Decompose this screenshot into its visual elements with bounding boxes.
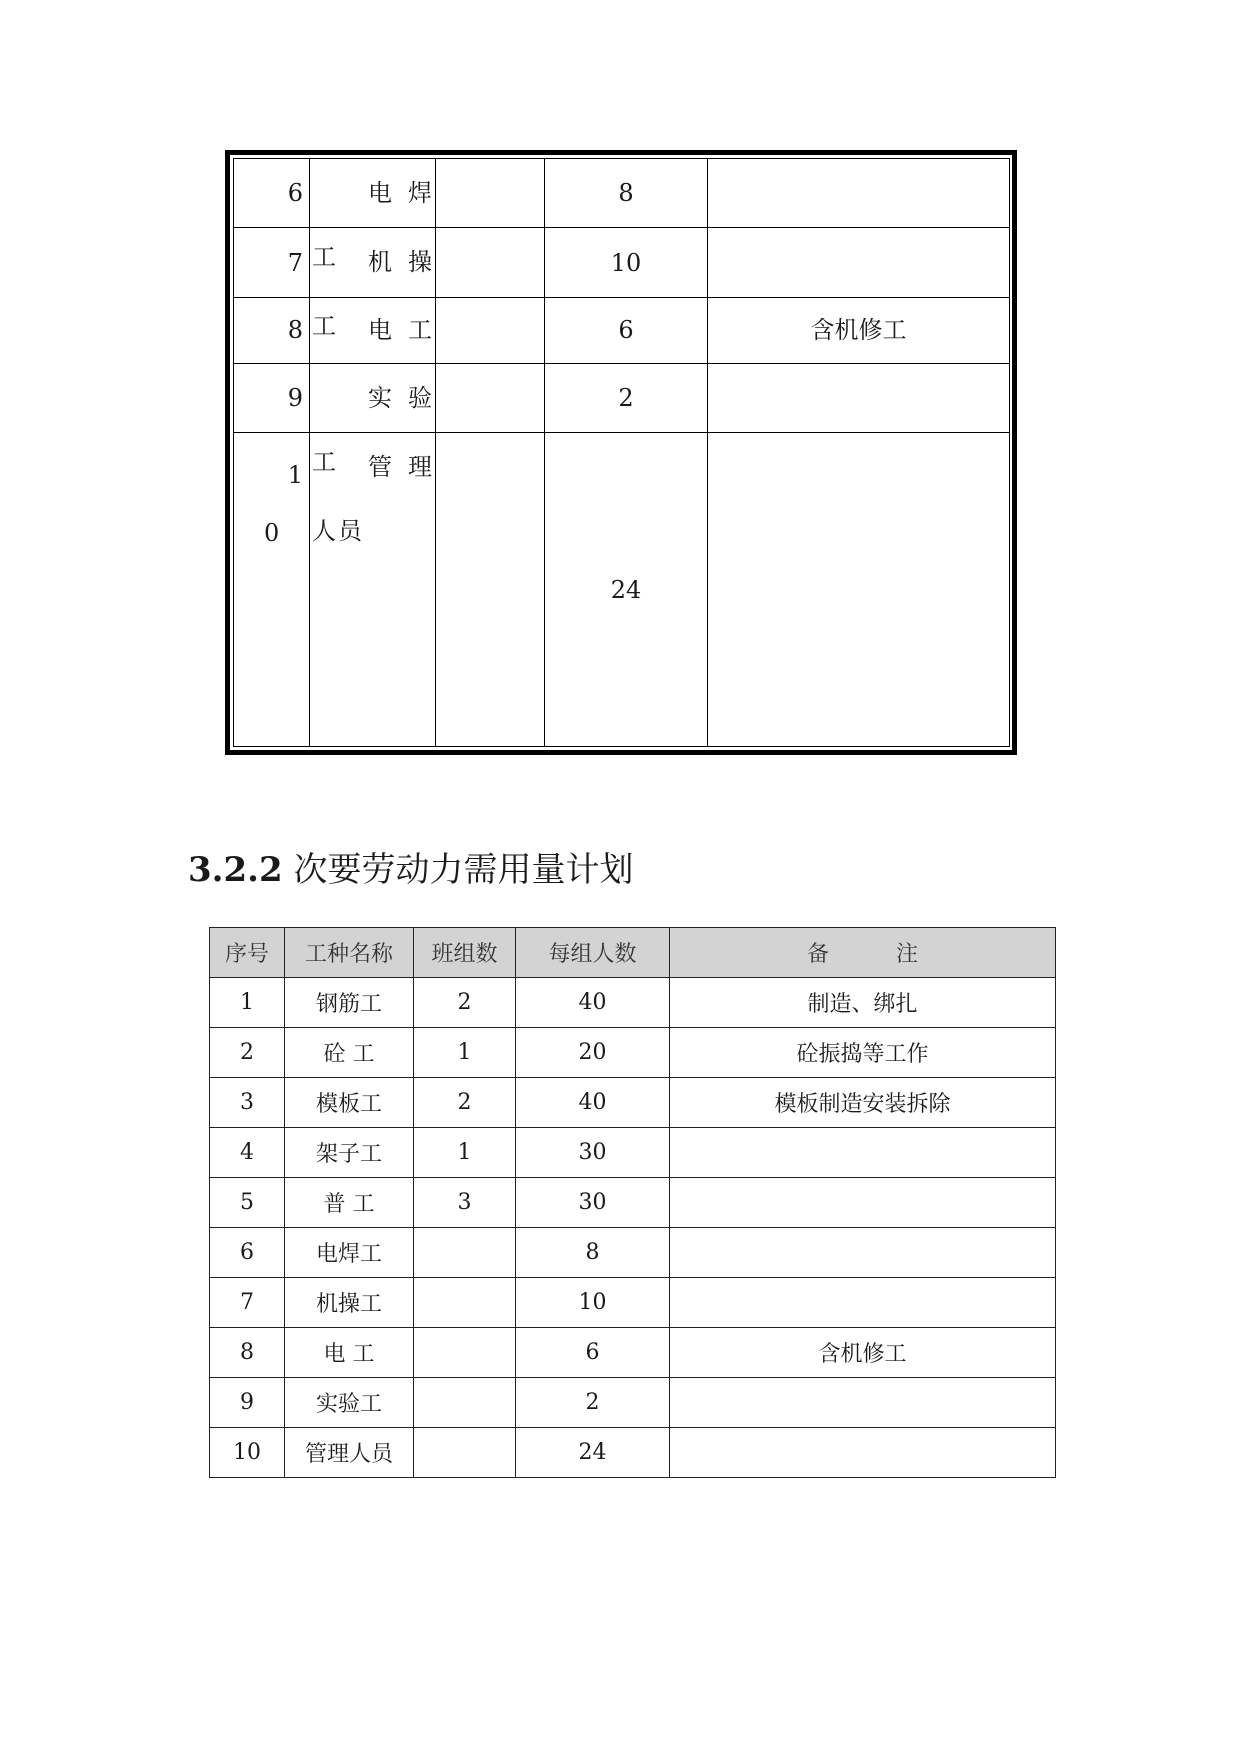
trade-name: 管理 人员 bbox=[310, 433, 436, 747]
row-seq: 7 bbox=[210, 1278, 285, 1328]
table-row bbox=[210, 1228, 1056, 1278]
row-seq: 5 bbox=[210, 1178, 285, 1228]
empty-cell bbox=[436, 363, 545, 432]
row-remark: 砼振捣等工作 bbox=[670, 1028, 1056, 1078]
row-trade: 电 工 bbox=[285, 1328, 414, 1378]
row-teams: 2 bbox=[414, 978, 516, 1028]
row-remark: 模板制造安装拆除 bbox=[670, 1078, 1056, 1128]
row-teams: 1 bbox=[414, 1128, 516, 1178]
trade-name: 电工 bbox=[310, 297, 436, 363]
table-row bbox=[210, 1378, 1056, 1428]
note-cell: 含机修工 bbox=[708, 297, 1010, 363]
labor-table-body bbox=[210, 978, 1056, 1478]
table-row bbox=[210, 1428, 1056, 1478]
row-remark bbox=[670, 1378, 1056, 1428]
row-teams: 1 bbox=[414, 1028, 516, 1078]
empty-cell bbox=[436, 159, 545, 228]
note-cell bbox=[708, 363, 1010, 432]
row-number: 1 0 bbox=[234, 433, 310, 747]
header-per-team: 每组人数 bbox=[516, 928, 670, 978]
worker-count: 6 bbox=[545, 297, 708, 363]
trade-name: 机操 工 bbox=[310, 228, 436, 297]
table-row bbox=[210, 1028, 1056, 1078]
row-seq: 6 bbox=[210, 1228, 285, 1278]
empty-cell bbox=[436, 297, 545, 363]
row-trade: 实验工 bbox=[285, 1378, 414, 1428]
row-remark: 制造、绑扎 bbox=[670, 978, 1056, 1028]
table-row bbox=[210, 1278, 1056, 1328]
row-trade: 管理人员 bbox=[285, 1428, 414, 1478]
row-per-team: 20 bbox=[516, 1028, 670, 1078]
row-per-team: 2 bbox=[516, 1378, 670, 1428]
row-number: 6 bbox=[234, 159, 310, 228]
worker-count: 8 bbox=[545, 159, 708, 228]
row-per-team: 40 bbox=[516, 1078, 670, 1128]
row-seq: 1 bbox=[210, 978, 285, 1028]
labor-table bbox=[209, 927, 1056, 1478]
empty-cell bbox=[436, 228, 545, 297]
row-trade: 模板工 bbox=[285, 1078, 414, 1128]
section-number: 3.2.2 bbox=[188, 850, 283, 890]
row-teams bbox=[414, 1278, 516, 1328]
row-number: 7 bbox=[234, 228, 310, 297]
note-cell bbox=[708, 433, 1010, 747]
row-seq: 9 bbox=[210, 1378, 285, 1428]
row-trade: 砼 工 bbox=[285, 1028, 414, 1078]
trade-name: 实验 工 bbox=[310, 363, 436, 432]
continuation-table bbox=[233, 158, 1010, 747]
table-row bbox=[210, 1178, 1056, 1228]
table-row bbox=[234, 297, 1010, 363]
table-row bbox=[210, 1078, 1056, 1128]
section-heading bbox=[188, 842, 633, 891]
header-seq: 序号 bbox=[210, 928, 285, 978]
row-teams bbox=[414, 1328, 516, 1378]
row-remark bbox=[670, 1178, 1056, 1228]
row-per-team: 6 bbox=[516, 1328, 670, 1378]
row-trade: 架子工 bbox=[285, 1128, 414, 1178]
row-trade: 电焊工 bbox=[285, 1228, 414, 1278]
worker-count: 24 bbox=[545, 433, 708, 747]
table-row bbox=[234, 363, 1010, 432]
row-per-team: 10 bbox=[516, 1278, 670, 1328]
continuation-table-frame bbox=[225, 150, 1017, 755]
row-per-team: 30 bbox=[516, 1128, 670, 1178]
row-teams bbox=[414, 1428, 516, 1478]
row-remark bbox=[670, 1428, 1056, 1478]
row-per-team: 30 bbox=[516, 1178, 670, 1228]
row-teams: 2 bbox=[414, 1078, 516, 1128]
empty-cell bbox=[436, 433, 545, 747]
row-per-team: 40 bbox=[516, 978, 670, 1028]
worker-count: 2 bbox=[545, 363, 708, 432]
row-number: 8 bbox=[234, 297, 310, 363]
row-per-team: 24 bbox=[516, 1428, 670, 1478]
row-teams bbox=[414, 1228, 516, 1278]
note-cell bbox=[708, 159, 1010, 228]
header-teams: 班组数 bbox=[414, 928, 516, 978]
note-cell bbox=[708, 228, 1010, 297]
table-row bbox=[234, 159, 1010, 228]
row-trade: 机操工 bbox=[285, 1278, 414, 1328]
table-row bbox=[210, 978, 1056, 1028]
table-row bbox=[234, 433, 1010, 747]
row-seq: 8 bbox=[210, 1328, 285, 1378]
row-remark bbox=[670, 1128, 1056, 1178]
trade-name: 电焊 工 bbox=[310, 159, 436, 228]
row-remark bbox=[670, 1228, 1056, 1278]
worker-count: 10 bbox=[545, 228, 708, 297]
table-header-row bbox=[210, 928, 1056, 978]
table-row bbox=[210, 1128, 1056, 1178]
row-seq: 3 bbox=[210, 1078, 285, 1128]
row-seq: 4 bbox=[210, 1128, 285, 1178]
row-trade: 钢筋工 bbox=[285, 978, 414, 1028]
header-trade: 工种名称 bbox=[285, 928, 414, 978]
row-remark bbox=[670, 1278, 1056, 1328]
row-seq: 2 bbox=[210, 1028, 285, 1078]
row-teams: 3 bbox=[414, 1178, 516, 1228]
row-remark: 含机修工 bbox=[670, 1328, 1056, 1378]
table-row bbox=[234, 228, 1010, 297]
row-number: 9 bbox=[234, 363, 310, 432]
row-per-team: 8 bbox=[516, 1228, 670, 1278]
header-remark: 备 注 bbox=[670, 928, 1056, 978]
table-row bbox=[210, 1328, 1056, 1378]
row-teams bbox=[414, 1378, 516, 1428]
section-title: 次要劳动力需用量计划 bbox=[293, 850, 634, 890]
row-seq: 10 bbox=[210, 1428, 285, 1478]
row-trade: 普 工 bbox=[285, 1178, 414, 1228]
